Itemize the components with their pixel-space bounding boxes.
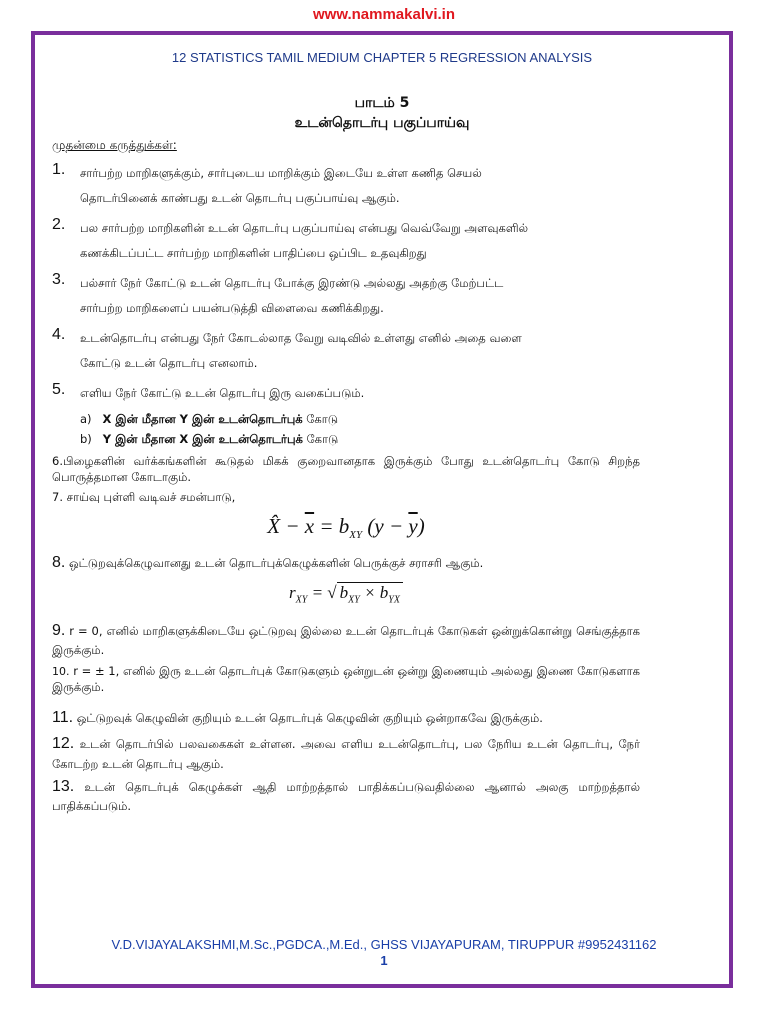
page-number: 1 [380, 953, 388, 968]
point-10 [52, 663, 640, 695]
point-7: 7. சாய்வு புள்ளி வடிவச் சமன்பாடு, [52, 490, 236, 505]
point-1 [52, 161, 640, 211]
sub-label: b) [80, 432, 92, 447]
point-text: உடன் தொடர்பில் பலவகைகள் உள்ளன. அவை எளிய உடன்தொடர்பு, பல நேரிய உடன் தொடர்பு, நேர் கோடற்ற உடன் தொடர்பு ஆகும். [52, 737, 640, 771]
section-heading: முதன்மை கருத்துக்கள்: [52, 138, 177, 152]
sub-item-b [52, 431, 640, 449]
point-line: கணக்கிடப்பட்ட சார்பற்ற மாறிகளின் பாதிப்பை ஒப்பிட உதவுகிறது [80, 245, 427, 260]
point-number: 2. [52, 215, 66, 233]
point-number: 9. [52, 622, 66, 640]
point-2 [52, 216, 640, 266]
point-number: 10. [52, 664, 70, 678]
correlation-formula: $r_{XY}$ = √ $b_{XY} \times b_{YX}$ [52, 580, 640, 608]
point-line: சார்பற்ற மாறிகளுக்கும், சார்புடைய மாறிக்கும் இடையே உள்ள கணித செயல் [80, 165, 482, 180]
point-line: பல சார்பற்ற மாறிகளின் உடன் தொடர்பு பகுப்பாய்வு என்பது வெவ்வேறு அளவுகளில் [80, 220, 529, 235]
point-12 [52, 733, 640, 771]
point-number: 11. [52, 708, 74, 726]
point-3 [52, 271, 640, 321]
point-13 [52, 776, 640, 814]
point-text: r = ± 1, எனில் இரு உடன் தொடர்புக் கோடுகளும் ஒன்றுடன் ஒன்று இணையும் அல்லது இணை கோடுகளாக இருக்கும். [52, 663, 640, 694]
regression-equation: X̂ − $\overline{x} = b_{XY}$ $(y - \overline{y})$ [267, 513, 425, 541]
point-number: 4. [52, 325, 66, 343]
point-11 [52, 707, 640, 729]
point-number: 1. [52, 160, 66, 178]
lesson-number: பாடம் 5 [354, 95, 410, 111]
point-4 [52, 326, 640, 376]
point-8 [52, 552, 640, 574]
point-text: உடன் தொடர்புக் கெழுக்கள் ஆதி மாற்றத்தால் பாதிக்கப்படுவதில்லை ஆனால் அலகு மாற்றத்தால் பாதிக்கப்படும். [52, 779, 640, 814]
point-text: ஒட்டுறவுக் கெழுவின் குறியும் உடன் தொடர்புக் கெழுவின் குறியும் ஒன்றாகவே இருக்கும். [73, 710, 543, 725]
point-9 [52, 620, 640, 658]
point-number: 5. [52, 380, 66, 398]
sub-item-a [52, 411, 640, 429]
site-url: www.nammakalvi.in [313, 6, 455, 23]
lesson-title: உடன்தொடர்பு பகுப்பாய்வு [294, 115, 470, 131]
main-content [52, 136, 640, 818]
point-5 [52, 381, 640, 406]
point-line: தொடர்பினைக் காண்பது உடன் தொடர்பு பகுப்பாய்வு ஆகும். [80, 190, 400, 205]
point-line: பல்சார் நேர் கோட்டு உடன் தொடர்பு போக்கு இரண்டு அல்லது அதற்கு மேற்பட்ட [80, 275, 504, 290]
point-line: எளிய நேர் கோட்டு உடன் தொடர்பு இரு வகைப்படும். [80, 385, 365, 400]
point-number: 12. [52, 735, 75, 753]
sub-label: a) [80, 411, 92, 426]
point-6: 6.பிழைகளின் வர்க்கங்களின் கூடுதல் மிகக் குறைவானதாக இருக்கும் போது உடன்தொடர்பு கோடு சிறந்த பொருத்தமான கோடாகும். [52, 454, 640, 485]
point-line: உடன்தொடர்பு என்பது நேர் கோடல்லாத வேறு வடிவில் உள்ளது எனில் அதை வளை [80, 330, 522, 345]
author-footer: V.D.VIJAYALAKSHMI,M.Sc.,PGDCA.,M.Ed., GHSS VIJAYAPURAM, TIRUPPUR #9952431162 [111, 937, 657, 952]
point-text: r = 0, எனில் மாறிகளுக்கிடையே ஒட்டுறவு இல்லை உடன் தொடர்புக் கோடுகள் ஒன்றுக்கொன்று செங்குத்தாக இருக்கும். [52, 624, 640, 658]
sub-text: கோடு [302, 411, 339, 426]
point-number: 13. [52, 777, 75, 795]
point-number: 8. [52, 553, 66, 571]
point-line: கோட்டு உடன் தொடர்பு எனலாம். [80, 355, 258, 370]
point-line: சார்பற்ற மாறிகளைப் பயன்படுத்தி விளைவை கணிக்கிறது. [80, 300, 384, 315]
point-text: ஒட்டுறவுக்கெழுவானது உடன் தொடர்புக்கெழுக்களின் பெருக்குச் சராசரி ஆகும். [65, 555, 484, 570]
point-number: 3. [52, 270, 66, 288]
sub-bold-text: Y இன் மீதான X இன் உடன்தொடர்புக் [102, 432, 303, 447]
sub-bold-text: X இன் மீதான Y இன் உடன்தொடர்புக் [102, 411, 303, 426]
chapter-header: 12 STATISTICS TAMIL MEDIUM CHAPTER 5 REGRESSION ANALYSIS [171, 50, 593, 65]
sub-text: கோடு [302, 432, 339, 447]
